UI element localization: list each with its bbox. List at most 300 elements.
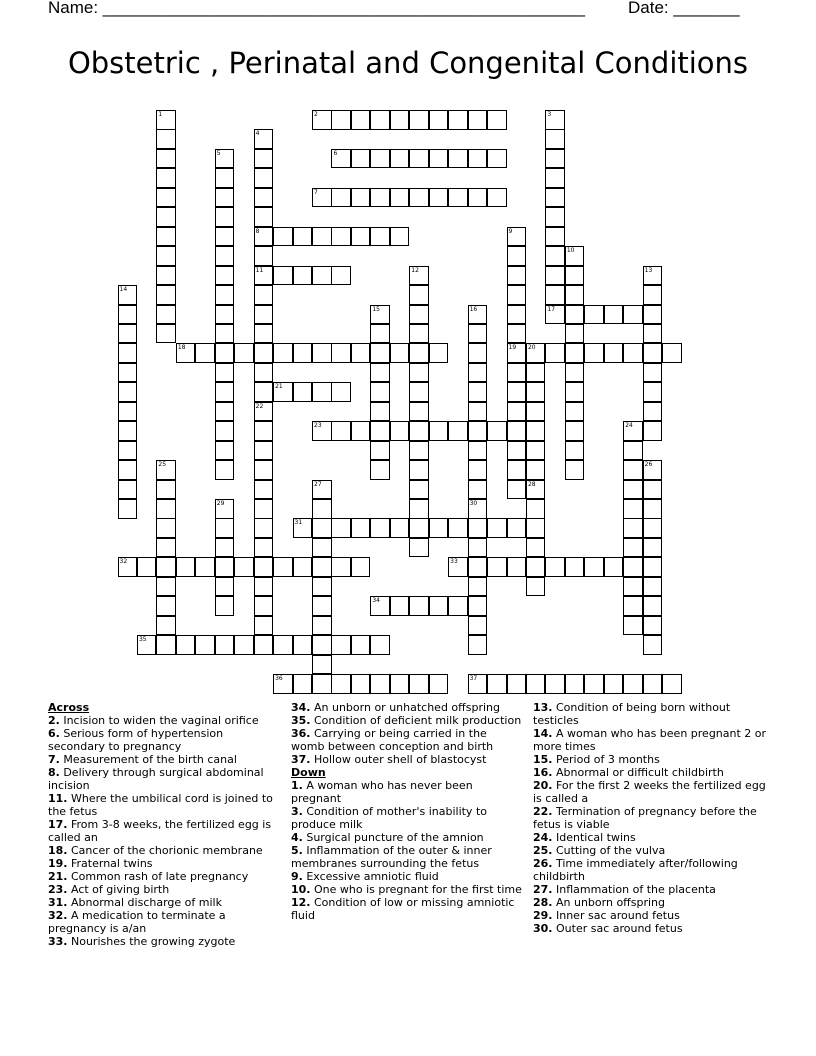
grid-cell[interactable] xyxy=(254,499,274,519)
grid-cell[interactable] xyxy=(156,577,176,597)
grid-cell[interactable] xyxy=(623,538,643,558)
grid-cell[interactable] xyxy=(468,596,488,616)
grid-cell[interactable] xyxy=(507,382,527,402)
grid-cell[interactable] xyxy=(507,402,527,422)
grid-cell[interactable] xyxy=(448,110,468,130)
grid-cell[interactable] xyxy=(623,557,643,577)
grid-cell[interactable] xyxy=(254,227,274,247)
grid-cell[interactable] xyxy=(156,207,176,227)
grid-cell[interactable] xyxy=(409,421,429,441)
grid-cell[interactable] xyxy=(234,635,254,655)
grid-cell[interactable] xyxy=(312,382,332,402)
grid-cell[interactable] xyxy=(507,285,527,305)
grid-cell[interactable] xyxy=(526,441,546,461)
grid-cell[interactable] xyxy=(643,305,663,325)
grid-cell[interactable] xyxy=(293,266,313,286)
grid-cell[interactable] xyxy=(215,382,235,402)
grid-cell[interactable] xyxy=(312,674,332,694)
grid-cell[interactable] xyxy=(312,480,332,500)
grid-cell[interactable] xyxy=(254,382,274,402)
grid-cell[interactable] xyxy=(429,149,449,169)
grid-cell[interactable] xyxy=(643,285,663,305)
grid-cell[interactable] xyxy=(254,129,274,149)
grid-cell[interactable] xyxy=(468,110,488,130)
grid-cell[interactable] xyxy=(526,499,546,519)
grid-cell[interactable] xyxy=(507,266,527,286)
grid-cell[interactable] xyxy=(215,227,235,247)
grid-cell[interactable] xyxy=(643,577,663,597)
grid-cell[interactable] xyxy=(584,343,604,363)
date-field[interactable]: Date: _______ xyxy=(628,0,740,17)
grid-cell[interactable] xyxy=(118,499,138,519)
grid-cell[interactable] xyxy=(254,557,274,577)
grid-cell[interactable] xyxy=(331,188,351,208)
grid-cell[interactable] xyxy=(507,324,527,344)
grid-cell[interactable] xyxy=(370,635,390,655)
grid-cell[interactable] xyxy=(390,188,410,208)
grid-cell[interactable] xyxy=(545,557,565,577)
grid-cell[interactable] xyxy=(118,363,138,383)
grid-cell[interactable] xyxy=(118,402,138,422)
grid-cell[interactable] xyxy=(331,266,351,286)
grid-cell[interactable] xyxy=(468,538,488,558)
grid-cell[interactable] xyxy=(468,616,488,636)
grid-cell[interactable] xyxy=(565,382,585,402)
grid-cell[interactable] xyxy=(409,266,429,286)
grid-cell[interactable] xyxy=(409,285,429,305)
grid-cell[interactable] xyxy=(312,655,332,675)
grid-cell[interactable] xyxy=(623,441,643,461)
grid-cell[interactable] xyxy=(215,207,235,227)
grid-cell[interactable] xyxy=(293,518,313,538)
grid-cell[interactable] xyxy=(370,110,390,130)
grid-cell[interactable] xyxy=(468,460,488,480)
grid-cell[interactable] xyxy=(623,596,643,616)
grid-cell[interactable] xyxy=(215,285,235,305)
grid-cell[interactable] xyxy=(409,110,429,130)
grid-cell[interactable] xyxy=(507,518,527,538)
grid-cell[interactable] xyxy=(293,227,313,247)
grid-cell[interactable] xyxy=(118,382,138,402)
grid-cell[interactable] xyxy=(156,168,176,188)
grid-cell[interactable] xyxy=(331,382,351,402)
grid-cell[interactable] xyxy=(156,324,176,344)
grid-cell[interactable] xyxy=(409,480,429,500)
grid-cell[interactable] xyxy=(526,557,546,577)
grid-cell[interactable] xyxy=(409,149,429,169)
grid-cell[interactable] xyxy=(156,149,176,169)
grid-cell[interactable] xyxy=(331,421,351,441)
grid-cell[interactable] xyxy=(643,499,663,519)
grid-cell[interactable] xyxy=(312,616,332,636)
grid-cell[interactable] xyxy=(234,343,254,363)
grid-cell[interactable] xyxy=(331,674,351,694)
grid-cell[interactable] xyxy=(545,266,565,286)
grid-cell[interactable] xyxy=(643,557,663,577)
grid-cell[interactable] xyxy=(584,305,604,325)
grid-cell[interactable] xyxy=(545,129,565,149)
grid-cell[interactable] xyxy=(176,343,196,363)
grid-cell[interactable] xyxy=(584,557,604,577)
grid-cell[interactable] xyxy=(254,518,274,538)
grid-cell[interactable] xyxy=(507,421,527,441)
grid-cell[interactable] xyxy=(351,227,371,247)
grid-cell[interactable] xyxy=(565,674,585,694)
grid-cell[interactable] xyxy=(526,382,546,402)
grid-cell[interactable] xyxy=(623,343,643,363)
grid-cell[interactable] xyxy=(118,343,138,363)
grid-cell[interactable] xyxy=(507,246,527,266)
grid-cell[interactable] xyxy=(565,324,585,344)
grid-cell[interactable] xyxy=(312,343,332,363)
grid-cell[interactable] xyxy=(623,518,643,538)
grid-cell[interactable] xyxy=(312,421,332,441)
grid-cell[interactable] xyxy=(526,518,546,538)
grid-cell[interactable] xyxy=(254,285,274,305)
grid-cell[interactable] xyxy=(215,188,235,208)
grid-cell[interactable] xyxy=(643,596,663,616)
grid-cell[interactable] xyxy=(487,557,507,577)
grid-cell[interactable] xyxy=(254,616,274,636)
grid-cell[interactable] xyxy=(351,421,371,441)
grid-cell[interactable] xyxy=(215,149,235,169)
grid-cell[interactable] xyxy=(331,343,351,363)
grid-cell[interactable] xyxy=(545,305,565,325)
grid-cell[interactable] xyxy=(370,227,390,247)
grid-cell[interactable] xyxy=(429,421,449,441)
grid-cell[interactable] xyxy=(565,421,585,441)
grid-cell[interactable] xyxy=(487,674,507,694)
grid-cell[interactable] xyxy=(215,324,235,344)
grid-cell[interactable] xyxy=(254,149,274,169)
grid-cell[interactable] xyxy=(507,343,527,363)
grid-cell[interactable] xyxy=(448,149,468,169)
grid-cell[interactable] xyxy=(545,674,565,694)
grid-cell[interactable] xyxy=(215,421,235,441)
grid-cell[interactable] xyxy=(507,674,527,694)
grid-cell[interactable] xyxy=(351,518,371,538)
grid-cell[interactable] xyxy=(468,188,488,208)
grid-cell[interactable] xyxy=(215,246,235,266)
grid-cell[interactable] xyxy=(370,188,390,208)
grid-cell[interactable] xyxy=(273,382,293,402)
grid-cell[interactable] xyxy=(351,557,371,577)
grid-cell[interactable] xyxy=(643,674,663,694)
grid-cell[interactable] xyxy=(137,557,157,577)
grid-cell[interactable] xyxy=(623,499,643,519)
grid-cell[interactable] xyxy=(370,674,390,694)
grid-cell[interactable] xyxy=(390,110,410,130)
grid-cell[interactable] xyxy=(565,266,585,286)
grid-cell[interactable] xyxy=(273,266,293,286)
grid-cell[interactable] xyxy=(215,635,235,655)
grid-cell[interactable] xyxy=(118,324,138,344)
grid-cell[interactable] xyxy=(487,518,507,538)
grid-cell[interactable] xyxy=(526,577,546,597)
grid-cell[interactable] xyxy=(409,499,429,519)
grid-cell[interactable] xyxy=(156,480,176,500)
grid-cell[interactable] xyxy=(312,577,332,597)
grid-cell[interactable] xyxy=(273,557,293,577)
grid-cell[interactable] xyxy=(507,480,527,500)
grid-cell[interactable] xyxy=(390,518,410,538)
grid-cell[interactable] xyxy=(215,557,235,577)
grid-cell[interactable] xyxy=(254,324,274,344)
grid-cell[interactable] xyxy=(409,596,429,616)
grid-cell[interactable] xyxy=(468,305,488,325)
grid-cell[interactable] xyxy=(409,460,429,480)
grid-cell[interactable] xyxy=(273,227,293,247)
grid-cell[interactable] xyxy=(176,557,196,577)
grid-cell[interactable] xyxy=(156,188,176,208)
grid-cell[interactable] xyxy=(215,402,235,422)
grid-cell[interactable] xyxy=(331,557,351,577)
grid-cell[interactable] xyxy=(526,674,546,694)
grid-cell[interactable] xyxy=(643,324,663,344)
grid-cell[interactable] xyxy=(118,305,138,325)
grid-cell[interactable] xyxy=(526,480,546,500)
grid-cell[interactable] xyxy=(545,207,565,227)
grid-cell[interactable] xyxy=(370,149,390,169)
grid-cell[interactable] xyxy=(643,616,663,636)
grid-cell[interactable] xyxy=(623,480,643,500)
grid-cell[interactable] xyxy=(331,227,351,247)
grid-cell[interactable] xyxy=(156,285,176,305)
grid-cell[interactable] xyxy=(370,421,390,441)
grid-cell[interactable] xyxy=(468,324,488,344)
grid-cell[interactable] xyxy=(156,266,176,286)
grid-cell[interactable] xyxy=(254,207,274,227)
grid-cell[interactable] xyxy=(254,596,274,616)
grid-cell[interactable] xyxy=(507,557,527,577)
grid-cell[interactable] xyxy=(526,460,546,480)
grid-cell[interactable] xyxy=(468,149,488,169)
grid-cell[interactable] xyxy=(468,577,488,597)
grid-cell[interactable] xyxy=(643,343,663,363)
grid-cell[interactable] xyxy=(312,227,332,247)
grid-cell[interactable] xyxy=(254,421,274,441)
grid-cell[interactable] xyxy=(254,246,274,266)
grid-cell[interactable] xyxy=(468,441,488,461)
grid-cell[interactable] xyxy=(254,188,274,208)
grid-cell[interactable] xyxy=(487,110,507,130)
grid-cell[interactable] xyxy=(215,441,235,461)
grid-cell[interactable] xyxy=(254,305,274,325)
grid-cell[interactable] xyxy=(215,499,235,519)
grid-cell[interactable] xyxy=(390,343,410,363)
grid-cell[interactable] xyxy=(331,149,351,169)
grid-cell[interactable] xyxy=(195,343,215,363)
grid-cell[interactable] xyxy=(429,596,449,616)
grid-cell[interactable] xyxy=(487,149,507,169)
grid-cell[interactable] xyxy=(254,363,274,383)
grid-cell[interactable] xyxy=(643,402,663,422)
grid-cell[interactable] xyxy=(351,635,371,655)
grid-cell[interactable] xyxy=(565,343,585,363)
grid-cell[interactable] xyxy=(604,305,624,325)
grid-cell[interactable] xyxy=(370,343,390,363)
grid-cell[interactable] xyxy=(409,441,429,461)
grid-cell[interactable] xyxy=(448,188,468,208)
grid-cell[interactable] xyxy=(623,616,643,636)
grid-cell[interactable] xyxy=(254,266,274,286)
grid-cell[interactable] xyxy=(565,402,585,422)
name-field[interactable]: Name: ___________________________________________________ xyxy=(48,0,585,17)
grid-cell[interactable] xyxy=(507,363,527,383)
grid-cell[interactable] xyxy=(370,402,390,422)
grid-cell[interactable] xyxy=(526,402,546,422)
grid-cell[interactable] xyxy=(331,110,351,130)
grid-cell[interactable] xyxy=(468,480,488,500)
grid-cell[interactable] xyxy=(156,538,176,558)
grid-cell[interactable] xyxy=(118,421,138,441)
grid-cell[interactable] xyxy=(390,596,410,616)
grid-cell[interactable] xyxy=(409,518,429,538)
grid-cell[interactable] xyxy=(370,363,390,383)
grid-cell[interactable] xyxy=(156,305,176,325)
grid-cell[interactable] xyxy=(312,110,332,130)
grid-cell[interactable] xyxy=(468,402,488,422)
grid-cell[interactable] xyxy=(662,343,682,363)
grid-cell[interactable] xyxy=(526,421,546,441)
grid-cell[interactable] xyxy=(623,305,643,325)
grid-cell[interactable] xyxy=(409,538,429,558)
grid-cell[interactable] xyxy=(351,674,371,694)
grid-cell[interactable] xyxy=(468,382,488,402)
grid-cell[interactable] xyxy=(409,674,429,694)
grid-cell[interactable] xyxy=(312,538,332,558)
grid-cell[interactable] xyxy=(487,421,507,441)
grid-cell[interactable] xyxy=(331,518,351,538)
grid-cell[interactable] xyxy=(643,266,663,286)
grid-cell[interactable] xyxy=(545,285,565,305)
grid-cell[interactable] xyxy=(215,266,235,286)
grid-cell[interactable] xyxy=(565,285,585,305)
grid-cell[interactable] xyxy=(118,460,138,480)
grid-cell[interactable] xyxy=(370,441,390,461)
grid-cell[interactable] xyxy=(293,557,313,577)
grid-cell[interactable] xyxy=(448,518,468,538)
grid-cell[interactable] xyxy=(215,518,235,538)
grid-cell[interactable] xyxy=(604,343,624,363)
grid-cell[interactable] xyxy=(565,441,585,461)
grid-cell[interactable] xyxy=(254,460,274,480)
grid-cell[interactable] xyxy=(215,596,235,616)
grid-cell[interactable] xyxy=(409,305,429,325)
grid-cell[interactable] xyxy=(156,518,176,538)
grid-cell[interactable] xyxy=(565,363,585,383)
grid-cell[interactable] xyxy=(643,382,663,402)
grid-cell[interactable] xyxy=(545,246,565,266)
grid-cell[interactable] xyxy=(507,227,527,247)
grid-cell[interactable] xyxy=(312,635,332,655)
grid-cell[interactable] xyxy=(254,343,274,363)
grid-cell[interactable] xyxy=(565,305,585,325)
grid-cell[interactable] xyxy=(156,616,176,636)
grid-cell[interactable] xyxy=(234,557,254,577)
grid-cell[interactable] xyxy=(545,188,565,208)
grid-cell[interactable] xyxy=(643,538,663,558)
grid-cell[interactable] xyxy=(312,518,332,538)
grid-cell[interactable] xyxy=(409,382,429,402)
grid-cell[interactable] xyxy=(254,577,274,597)
grid-cell[interactable] xyxy=(604,557,624,577)
grid-cell[interactable] xyxy=(409,324,429,344)
grid-cell[interactable] xyxy=(215,577,235,597)
grid-cell[interactable] xyxy=(545,343,565,363)
grid-cell[interactable] xyxy=(176,635,196,655)
grid-cell[interactable] xyxy=(643,421,663,441)
grid-cell[interactable] xyxy=(429,110,449,130)
grid-cell[interactable] xyxy=(429,188,449,208)
grid-cell[interactable] xyxy=(507,305,527,325)
grid-cell[interactable] xyxy=(118,557,138,577)
grid-cell[interactable] xyxy=(156,596,176,616)
grid-cell[interactable] xyxy=(254,441,274,461)
grid-cell[interactable] xyxy=(254,402,274,422)
grid-cell[interactable] xyxy=(429,343,449,363)
grid-cell[interactable] xyxy=(429,518,449,538)
grid-cell[interactable] xyxy=(215,460,235,480)
grid-cell[interactable] xyxy=(390,421,410,441)
grid-cell[interactable] xyxy=(370,518,390,538)
grid-cell[interactable] xyxy=(468,518,488,538)
grid-cell[interactable] xyxy=(526,343,546,363)
grid-cell[interactable] xyxy=(215,168,235,188)
grid-cell[interactable] xyxy=(662,674,682,694)
grid-cell[interactable] xyxy=(584,674,604,694)
grid-cell[interactable] xyxy=(390,674,410,694)
grid-cell[interactable] xyxy=(273,674,293,694)
grid-cell[interactable] xyxy=(623,577,643,597)
grid-cell[interactable] xyxy=(604,674,624,694)
grid-cell[interactable] xyxy=(429,674,449,694)
grid-cell[interactable] xyxy=(448,596,468,616)
grid-cell[interactable] xyxy=(565,557,585,577)
grid-cell[interactable] xyxy=(507,460,527,480)
grid-cell[interactable] xyxy=(370,460,390,480)
grid-cell[interactable] xyxy=(215,343,235,363)
grid-cell[interactable] xyxy=(312,188,332,208)
grid-cell[interactable] xyxy=(409,363,429,383)
grid-cell[interactable] xyxy=(390,227,410,247)
grid-cell[interactable] xyxy=(293,635,313,655)
grid-cell[interactable] xyxy=(118,480,138,500)
grid-cell[interactable] xyxy=(390,149,410,169)
grid-cell[interactable] xyxy=(215,363,235,383)
grid-cell[interactable] xyxy=(254,635,274,655)
grid-cell[interactable] xyxy=(370,382,390,402)
grid-cell[interactable] xyxy=(351,343,371,363)
grid-cell[interactable] xyxy=(468,421,488,441)
grid-cell[interactable] xyxy=(156,557,176,577)
grid-cell[interactable] xyxy=(215,305,235,325)
grid-cell[interactable] xyxy=(623,674,643,694)
grid-cell[interactable] xyxy=(293,343,313,363)
grid-cell[interactable] xyxy=(254,538,274,558)
grid-cell[interactable] xyxy=(312,499,332,519)
grid-cell[interactable] xyxy=(195,635,215,655)
grid-cell[interactable] xyxy=(565,246,585,266)
grid-cell[interactable] xyxy=(293,382,313,402)
grid-cell[interactable] xyxy=(370,324,390,344)
grid-cell[interactable] xyxy=(137,635,157,655)
grid-cell[interactable] xyxy=(351,149,371,169)
grid-cell[interactable] xyxy=(156,110,176,130)
grid-cell[interactable] xyxy=(156,129,176,149)
grid-cell[interactable] xyxy=(468,557,488,577)
grid-cell[interactable] xyxy=(448,557,468,577)
